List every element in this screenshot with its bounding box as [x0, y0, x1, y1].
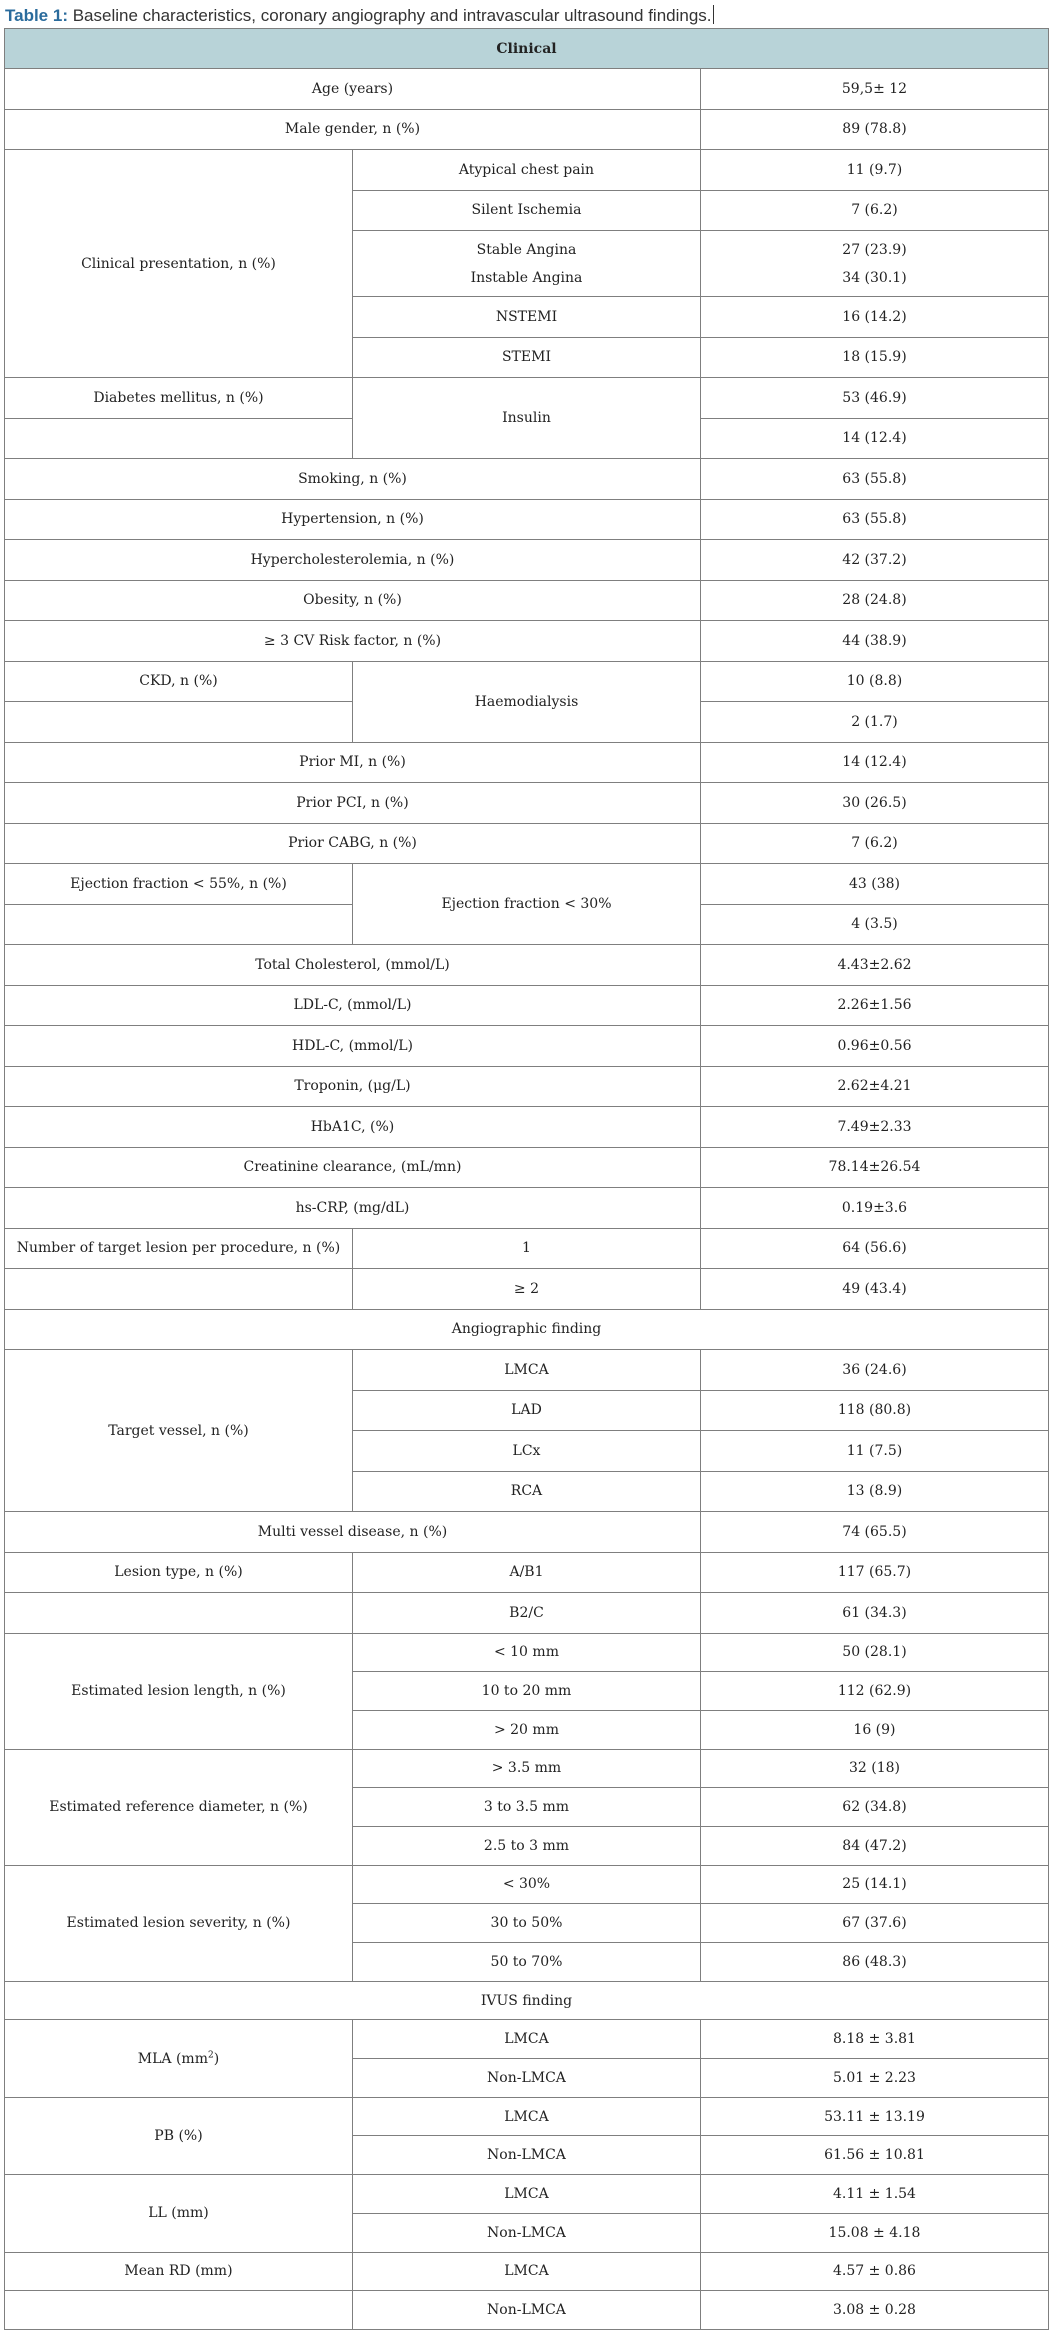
table-row — [5, 1269, 1049, 1310]
table-row — [5, 1350, 1049, 1391]
row-value: 43 (38) — [700, 864, 1048, 905]
row-label-end: ) — [213, 2050, 220, 2067]
table-row — [5, 945, 1049, 986]
table-row — [5, 540, 1049, 581]
row-sublabel: > 20 mm — [352, 1710, 700, 1749]
row-sublabel: Non-LMCA — [352, 2136, 700, 2175]
row-label: ≥ 3 CV Risk factor, n (%) — [5, 621, 701, 662]
row-sublabel: 3 to 3.5 mm — [352, 1788, 700, 1827]
table-row — [5, 1552, 1049, 1593]
section-header-angiographic: Angiographic finding — [5, 1309, 1049, 1350]
table-row — [5, 823, 1049, 864]
table-row — [5, 1228, 1049, 1269]
row-sublabel: LMCA — [352, 2097, 700, 2136]
row-sublabel: 2.5 to 3 mm — [352, 1826, 700, 1865]
table-caption-text: Baseline characteristics, coronary angiography and intravascular ultrasound findings. — [72, 6, 712, 25]
table-row — [5, 1865, 1049, 1904]
row-label: Creatinine clearance, (mL/mn) — [5, 1147, 701, 1188]
table-row — [5, 621, 1049, 662]
row-label: Diabetes mellitus, n (%) — [5, 378, 353, 419]
row-value: 3.08 ± 0.28 — [700, 2291, 1048, 2330]
table-row — [5, 1188, 1049, 1229]
row-label: Ejection fraction < 55%, n (%) — [5, 864, 353, 905]
row-label: Estimated reference diameter, n (%) — [5, 1749, 353, 1865]
row-value: 4 (3.5) — [700, 904, 1048, 945]
row-sublabel: 1 — [352, 1228, 700, 1269]
row-value: 14 (12.4) — [700, 742, 1048, 783]
row-sublabel: A/B1 — [352, 1552, 700, 1593]
row-label: Target vessel, n (%) — [5, 1350, 353, 1512]
row-value: 53 (46.9) — [700, 378, 1048, 419]
row-value: 2.62±4.21 — [700, 1066, 1048, 1107]
row-value: 18 (15.9) — [700, 337, 1048, 378]
row-sublabel: LMCA — [352, 1350, 700, 1391]
row-label: Smoking, n (%) — [5, 459, 701, 500]
row-value: 25 (14.1) — [700, 1865, 1048, 1904]
row-label: hs-CRP, (mg/dL) — [5, 1188, 701, 1229]
row-value: 27 (23.9) — [842, 241, 907, 258]
row-label: HbA1C, (%) — [5, 1107, 701, 1148]
row-sublabel: LMCA — [352, 2020, 700, 2059]
table-row — [5, 2097, 1049, 2136]
row-sublabel: B2/C — [352, 1593, 700, 1634]
row-label: Hypertension, n (%) — [5, 499, 701, 540]
table-row — [5, 2252, 1049, 2291]
row-value: 0.19±3.6 — [700, 1188, 1048, 1229]
row-value: 30 (26.5) — [700, 783, 1048, 824]
row-value: 11 (7.5) — [700, 1431, 1048, 1472]
table-row — [5, 499, 1049, 540]
table-row — [5, 2175, 1049, 2214]
row-value: 34 (30.1) — [842, 269, 907, 286]
empty-cell — [5, 2291, 353, 2330]
table-row — [5, 661, 1049, 702]
row-sublabel: Stable Angina — [476, 241, 577, 258]
empty-cell — [5, 1593, 353, 1634]
row-sublabel: Instable Angina — [470, 269, 583, 286]
row-label: Estimated lesion length, n (%) — [5, 1633, 353, 1749]
row-sublabel: LCx — [352, 1431, 700, 1472]
text-cursor — [713, 5, 714, 24]
row-value: 74 (65.5) — [700, 1512, 1048, 1553]
row-sublabel: 30 to 50% — [352, 1904, 700, 1943]
table-row — [5, 1749, 1049, 1788]
empty-cell — [5, 702, 353, 743]
row-label: Troponin, (μg/L) — [5, 1066, 701, 1107]
row-value: 78.14±26.54 — [700, 1147, 1048, 1188]
row-sublabel: > 3.5 mm — [352, 1749, 700, 1788]
table-row — [5, 1147, 1049, 1188]
section-header-row — [5, 1981, 1049, 2020]
section-header-row — [5, 29, 1049, 69]
row-value: 118 (80.8) — [700, 1390, 1048, 1431]
row-value: 59,5± 12 — [700, 69, 1048, 110]
section-header-clinical: Clinical — [5, 29, 1049, 69]
table-caption-label: Table 1: — [5, 6, 68, 25]
row-value: 8.18 ± 3.81 — [700, 2020, 1048, 2059]
row-label: Male gender, n (%) — [5, 109, 701, 150]
row-label: Lesion type, n (%) — [5, 1552, 353, 1593]
row-sublabel: LAD — [352, 1390, 700, 1431]
row-label: Prior CABG, n (%) — [5, 823, 701, 864]
table-row — [5, 1633, 1049, 1672]
row-label: Total Cholesterol, (mmol/L) — [5, 945, 701, 986]
table-row — [5, 1107, 1049, 1148]
row-label: HDL-C, (mmol/L) — [5, 1026, 701, 1067]
row-value-pair — [700, 231, 1048, 297]
row-value: 84 (47.2) — [700, 1826, 1048, 1865]
row-value: 67 (37.6) — [700, 1904, 1048, 1943]
row-value: 50 (28.1) — [700, 1633, 1048, 1672]
row-sublabel: Non-LMCA — [352, 2291, 700, 2330]
table-row — [5, 783, 1049, 824]
row-sublabel: 50 to 70% — [352, 1943, 700, 1982]
row-value: 14 (12.4) — [700, 418, 1048, 459]
row-value: 63 (55.8) — [700, 459, 1048, 500]
row-sublabel: < 10 mm — [352, 1633, 700, 1672]
table-row — [5, 109, 1049, 150]
table-row — [5, 1066, 1049, 1107]
row-label: Clinical presentation, n (%) — [5, 150, 353, 378]
table-row — [5, 1026, 1049, 1067]
table-row — [5, 985, 1049, 1026]
row-value: 16 (9) — [700, 1710, 1048, 1749]
row-label: CKD, n (%) — [5, 661, 353, 702]
row-value: 89 (78.8) — [700, 109, 1048, 150]
row-sublabel: LMCA — [352, 2252, 700, 2291]
row-sublabel: < 30% — [352, 1865, 700, 1904]
row-value: 53.11 ± 13.19 — [700, 2097, 1048, 2136]
row-value: 2 (1.7) — [700, 702, 1048, 743]
row-value: 10 (8.8) — [700, 661, 1048, 702]
row-sublabel: Non-LMCA — [352, 2213, 700, 2252]
row-value: 36 (24.6) — [700, 1350, 1048, 1391]
row-value: 7.49±2.33 — [700, 1107, 1048, 1148]
row-value: 63 (55.8) — [700, 499, 1048, 540]
table-row — [5, 864, 1049, 905]
row-value: 16 (14.2) — [700, 297, 1048, 338]
row-value: 86 (48.3) — [700, 1943, 1048, 1982]
empty-cell — [5, 1269, 353, 1310]
row-label: Number of target lesion per procedure, n (%) — [5, 1228, 353, 1269]
table-row — [5, 1593, 1049, 1634]
row-sublabel: RCA — [352, 1471, 700, 1512]
row-value: 11 (9.7) — [700, 150, 1048, 191]
row-sublabel: STEMI — [352, 337, 700, 378]
row-label: Prior PCI, n (%) — [5, 783, 701, 824]
row-value: 117 (65.7) — [700, 1552, 1048, 1593]
row-label: Mean RD (mm) — [5, 2252, 353, 2291]
row-sublabel: ≥ 2 — [352, 1269, 700, 1310]
empty-cell — [5, 418, 353, 459]
row-label-text: MLA (mm — [137, 2050, 208, 2067]
empty-cell — [5, 904, 353, 945]
row-label: Prior MI, n (%) — [5, 742, 701, 783]
row-value: 0.96±0.56 — [700, 1026, 1048, 1067]
row-sublabel: Silent Ischemia — [352, 190, 700, 231]
row-label: Multi vessel disease, n (%) — [5, 1512, 701, 1553]
table-row — [5, 2291, 1049, 2330]
row-label: Obesity, n (%) — [5, 580, 701, 621]
row-label: Hypercholesterolemia, n (%) — [5, 540, 701, 581]
row-sublabel: 10 to 20 mm — [352, 1672, 700, 1711]
row-value: 13 (8.9) — [700, 1471, 1048, 1512]
row-value: 2.26±1.56 — [700, 985, 1048, 1026]
row-sublabel: Non-LMCA — [352, 2059, 700, 2098]
table-row — [5, 378, 1049, 419]
row-value: 61.56 ± 10.81 — [700, 2136, 1048, 2175]
section-header-row — [5, 1309, 1049, 1350]
row-label: Estimated lesion severity, n (%) — [5, 1865, 353, 1981]
row-sublabel: LMCA — [352, 2175, 700, 2214]
row-value: 5.01 ± 2.23 — [700, 2059, 1048, 2098]
row-label: LDL-C, (mmol/L) — [5, 985, 701, 1026]
table-row — [5, 69, 1049, 110]
row-sublabel: Atypical chest pain — [352, 150, 700, 191]
row-value: 7 (6.2) — [700, 823, 1048, 864]
row-value: 64 (56.6) — [700, 1228, 1048, 1269]
row-value: 62 (34.8) — [700, 1788, 1048, 1827]
row-value: 112 (62.9) — [700, 1672, 1048, 1711]
row-value: 4.11 ± 1.54 — [700, 2175, 1048, 2214]
row-value: 15.08 ± 4.18 — [700, 2213, 1048, 2252]
row-label: PB (%) — [5, 2097, 353, 2174]
baseline-characteristics-table — [4, 28, 1049, 2330]
table-row — [5, 459, 1049, 500]
row-label — [5, 2020, 353, 2097]
table-row — [5, 150, 1049, 191]
section-header-ivus: IVUS finding — [5, 1981, 1049, 2020]
row-sublabel: Insulin — [352, 378, 700, 459]
row-sublabel: NSTEMI — [352, 297, 700, 338]
row-sublabel: Ejection fraction < 30% — [352, 864, 700, 945]
row-value: 61 (34.3) — [700, 1593, 1048, 1634]
row-value: 44 (38.9) — [700, 621, 1048, 662]
row-value: 32 (18) — [700, 1749, 1048, 1788]
row-value: 28 (24.8) — [700, 580, 1048, 621]
row-sublabel: Haemodialysis — [352, 661, 700, 742]
table-row — [5, 2020, 1049, 2059]
row-label-sup: 2 — [208, 2049, 214, 2060]
table-row — [5, 742, 1049, 783]
row-label: Age (years) — [5, 69, 701, 110]
row-sublabel-pair — [352, 231, 700, 297]
table-row — [5, 1512, 1049, 1553]
row-value: 4.57 ± 0.86 — [700, 2252, 1048, 2291]
table-caption — [5, 4, 714, 28]
row-value: 49 (43.4) — [700, 1269, 1048, 1310]
row-value: 4.43±2.62 — [700, 945, 1048, 986]
row-value: 42 (37.2) — [700, 540, 1048, 581]
table-row — [5, 580, 1049, 621]
row-label: LL (mm) — [5, 2175, 353, 2252]
row-value: 7 (6.2) — [700, 190, 1048, 231]
